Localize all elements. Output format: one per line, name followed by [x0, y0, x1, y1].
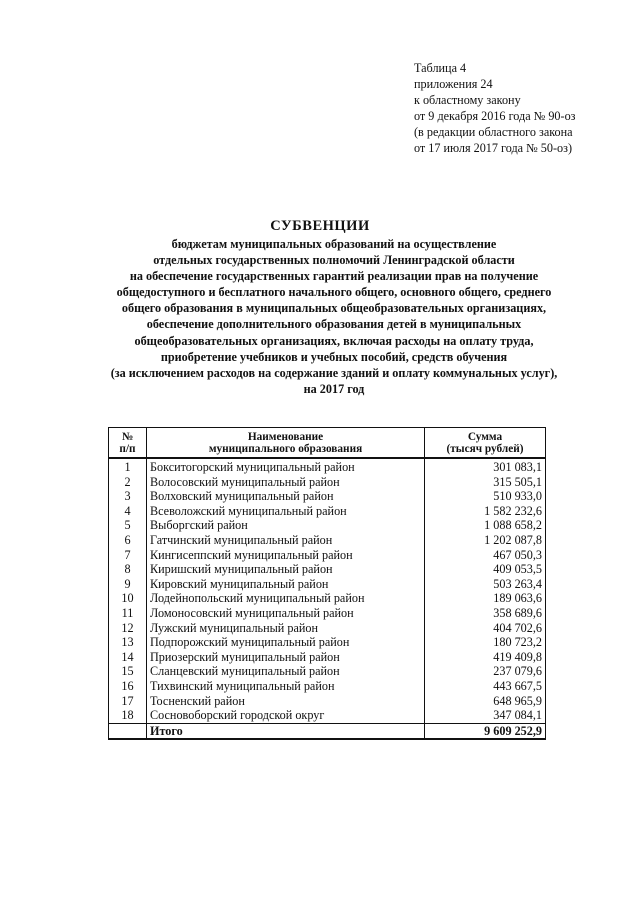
row-number: 6 — [109, 533, 147, 548]
annex-line: от 9 декабря 2016 года № 90-оз — [414, 109, 576, 123]
annex-line: приложения 24 — [414, 77, 493, 91]
subtitle-line: общего образования в муниципальных общеобразовательных организациях, — [121, 301, 547, 316]
total-label: Итого — [147, 723, 425, 739]
table-row — [109, 664, 546, 679]
row-municipality: Ломоносовский муниципальный район — [147, 606, 425, 621]
table-row — [109, 635, 546, 650]
table-row — [109, 548, 546, 563]
row-sum: 1 202 087,8 — [425, 533, 546, 548]
row-sum: 409 053,5 — [425, 562, 546, 577]
row-sum: 443 667,5 — [425, 679, 546, 694]
row-municipality: Сланцевский муниципальный район — [147, 664, 425, 679]
table-row — [109, 518, 546, 533]
row-number: 8 — [109, 562, 147, 577]
annex-line: к областному закону — [414, 93, 521, 107]
header-num-line: п/п — [119, 443, 136, 455]
row-number: 12 — [109, 621, 147, 636]
row-municipality: Волховский муниципальный район — [147, 489, 425, 504]
row-sum: 419 409,8 — [425, 650, 546, 665]
row-sum: 358 689,6 — [425, 606, 546, 621]
table-row — [109, 475, 546, 490]
table-row — [109, 458, 546, 475]
table-row — [109, 708, 546, 723]
annex-line: Таблица 4 — [414, 61, 467, 75]
row-municipality: Подпорожский муниципальный район — [147, 635, 425, 650]
row-municipality: Лодейнопольский муниципальный район — [147, 591, 425, 606]
subtitle-line: приобретение учебников и учебных пособий, средств обучения — [160, 349, 508, 364]
table-row — [109, 606, 546, 621]
subtitle-line: отдельных государственных полномочий Ленинградской области — [153, 253, 515, 268]
row-number: 2 — [109, 475, 147, 490]
row-number: 1 — [109, 458, 147, 475]
row-number: 3 — [109, 489, 147, 504]
table-header — [109, 428, 546, 459]
table-row — [109, 577, 546, 592]
row-sum: 301 083,1 — [425, 458, 546, 475]
subtitle-line: общеобразовательных организациях, включая расходы на оплату труда, — [134, 333, 534, 348]
header-sum — [425, 428, 546, 459]
subventions-table — [108, 427, 546, 740]
row-sum: 648 965,9 — [425, 694, 546, 709]
header-sum-line: Сумма — [467, 431, 503, 443]
row-number: 14 — [109, 650, 147, 665]
row-sum: 189 063,6 — [425, 591, 546, 606]
row-number: 4 — [109, 504, 147, 519]
table-body — [109, 458, 546, 739]
row-number: 15 — [109, 664, 147, 679]
table-row — [109, 694, 546, 709]
subtitle-line: на 2017 год — [303, 381, 365, 396]
header-name-line: Наименование — [247, 431, 324, 443]
row-number: 17 — [109, 694, 147, 709]
row-municipality: Киришский муниципальный район — [147, 562, 425, 577]
row-municipality: Гатчинский муниципальный район — [147, 533, 425, 548]
row-municipality: Кировский муниципальный район — [147, 577, 425, 592]
row-number: 10 — [109, 591, 147, 606]
table-row — [109, 591, 546, 606]
total-sum: 9 609 252,9 — [425, 723, 546, 739]
table-row — [109, 621, 546, 636]
row-municipality: Волосовский муниципальный район — [147, 475, 425, 490]
row-municipality: Всеволожский муниципальный район — [147, 504, 425, 519]
header-num-line: № — [121, 431, 134, 443]
subtitle-line: на обеспечение государственных гарантий реализации прав на получение — [129, 269, 539, 284]
row-number: 13 — [109, 635, 147, 650]
annex-reference — [414, 60, 576, 156]
row-sum: 404 702,6 — [425, 621, 546, 636]
annex-line: (в редакции областного закона — [414, 125, 573, 139]
row-municipality: Тихвинский муниципальный район — [147, 679, 425, 694]
subtitle-line: обеспечение дополнительного образования детей в муниципальных — [146, 317, 522, 332]
row-sum: 1 088 658,2 — [425, 518, 546, 533]
row-sum: 315 505,1 — [425, 475, 546, 490]
row-sum: 347 084,1 — [425, 708, 546, 723]
row-sum: 503 263,4 — [425, 577, 546, 592]
subtitle-line: (за исключением расходов на содержание зданий и оплату коммунальных услуг), — [110, 365, 558, 380]
total-empty-cell — [109, 723, 147, 739]
annex-line: от 17 июля 2017 года № 50-оз) — [414, 141, 573, 155]
row-number: 18 — [109, 708, 147, 723]
table-row — [109, 533, 546, 548]
row-municipality: Бокситогорский муниципальный район — [147, 458, 425, 475]
total-row — [109, 723, 546, 739]
row-municipality: Сосновоборский городской округ — [147, 708, 425, 723]
row-municipality: Выборгский район — [147, 518, 425, 533]
row-number: 16 — [109, 679, 147, 694]
header-name-line: муниципального образования — [208, 443, 363, 455]
row-municipality: Лужский муниципальный район — [147, 621, 425, 636]
row-sum: 1 582 232,6 — [425, 504, 546, 519]
header-sum-line: (тысяч рублей) — [446, 443, 524, 455]
table-row — [109, 504, 546, 519]
table-row — [109, 650, 546, 665]
row-number: 7 — [109, 548, 147, 563]
row-municipality: Приозерский муниципальный район — [147, 650, 425, 665]
subtitle-line: бюджетам муниципальных образований на осуществление — [171, 237, 497, 251]
table-row — [109, 562, 546, 577]
row-sum: 180 723,2 — [425, 635, 546, 650]
table-row — [109, 679, 546, 694]
row-number: 9 — [109, 577, 147, 592]
row-number: 11 — [109, 606, 147, 621]
row-municipality: Кингисеппский муниципальный район — [147, 548, 425, 563]
header-num — [109, 428, 147, 459]
row-number: 5 — [109, 518, 147, 533]
document-title: СУБВЕНЦИИ — [270, 218, 370, 234]
header-name — [147, 428, 425, 459]
table-row — [109, 489, 546, 504]
subtitle-line: общедоступного и бесплатного начального общего, основного общего, среднего — [116, 285, 552, 300]
row-sum: 237 079,6 — [425, 664, 546, 679]
document-subtitle — [0, 236, 640, 397]
row-municipality: Тосненский район — [147, 694, 425, 709]
row-sum: 467 050,3 — [425, 548, 546, 563]
row-sum: 510 933,0 — [425, 489, 546, 504]
